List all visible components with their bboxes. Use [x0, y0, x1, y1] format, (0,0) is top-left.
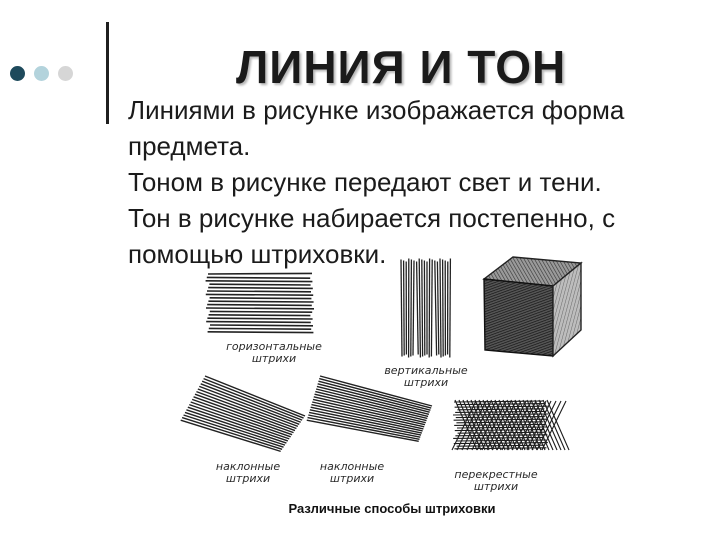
hatch-stroke [437, 262, 438, 355]
paragraph-tone: Тоном в рисунке передают свет и тени. [128, 167, 602, 197]
figure-caption: Различные способы штриховки [288, 501, 496, 516]
hatch-stroke [208, 273, 312, 274]
label-vertical-2: штрихи [403, 376, 449, 389]
hatch-stroke [207, 277, 310, 278]
label-tilted-a-1: наклонные [215, 460, 281, 473]
hatch-stroke [207, 318, 312, 319]
hatch-stroke [431, 260, 432, 357]
hatch-stroke [208, 332, 314, 333]
hatch-stroke [206, 294, 313, 295]
hatch-stroke [411, 260, 412, 357]
horizontal-hatching-sample [206, 273, 314, 332]
hatch-stroke [422, 260, 423, 357]
hatch-stroke [435, 261, 437, 356]
hatch-stroke [440, 259, 441, 358]
hatch-stroke [206, 308, 314, 309]
hatch-stroke [456, 417, 545, 418]
vertical-hatching-sample [401, 259, 450, 358]
label-cross-2: штрихи [473, 480, 519, 493]
label-tilted-b-1: наклонные [319, 460, 385, 473]
hatch-stroke [401, 260, 402, 357]
tilted-hatching-sample-1 [181, 376, 305, 451]
hatched-cube [484, 257, 581, 356]
hatch-stroke [208, 288, 313, 289]
label-tilted-a-2: штрихи [225, 472, 271, 485]
hatch-stroke [207, 291, 311, 292]
hatch-stroke [208, 301, 313, 302]
label-tilted-b-2: штрихи [329, 472, 375, 485]
label-cross-1: перекрестные [454, 468, 538, 481]
hatch-stroke [209, 328, 311, 329]
hatch-stroke [207, 305, 312, 306]
hatch-stroke [209, 315, 311, 316]
label-horizontal-2: штрихи [251, 352, 297, 365]
slide-title: ЛИНИЯ И ТОН [236, 41, 567, 93]
hatch-stroke [209, 284, 310, 285]
hatch-stroke [404, 261, 405, 356]
hatch-stroke [413, 261, 414, 356]
hatch-stroke [443, 260, 444, 357]
paragraph-hatching: Тон в рисунке набирается постепенно, с помощью штриховки. [128, 203, 616, 269]
hatch-stroke [206, 281, 313, 282]
hatch-stroke [450, 259, 451, 358]
label-horizontal-1: горизонтальные [226, 340, 322, 353]
cross-hatching-sample [452, 400, 569, 450]
hatch-stroke [210, 298, 312, 299]
label-vertical-1: вертикальные [384, 364, 468, 377]
hatch-stroke [419, 259, 420, 358]
paragraph-form: Линиями в рисунке изображается форма предмета. [128, 95, 625, 161]
hatch-stroke [206, 322, 311, 323]
hatch-stroke [417, 262, 419, 355]
hatch-stroke [210, 311, 312, 312]
hatch-stroke [210, 325, 313, 326]
